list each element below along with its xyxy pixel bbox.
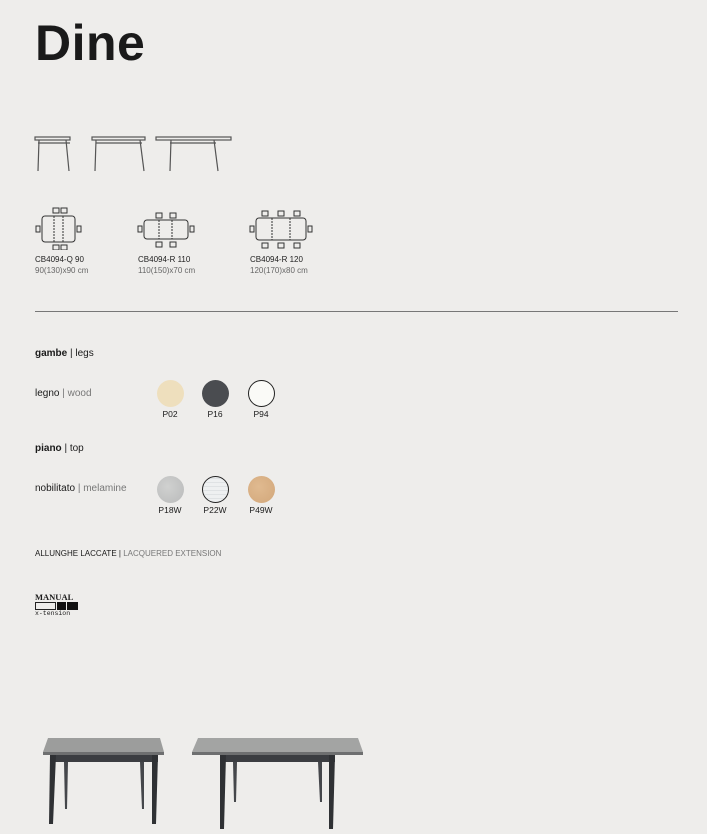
legs-material-it: legno [35, 388, 60, 399]
side-view-extended-1 [92, 137, 145, 171]
top-material-en: melamine [83, 483, 127, 494]
side-view-extended-2 [156, 137, 231, 171]
model-code: CB4094-R 120 [250, 255, 303, 264]
plan-r120 [250, 211, 312, 248]
plan-r110 [138, 213, 194, 247]
swatch-label: P94 [253, 409, 269, 419]
swatch-label: P18W [158, 505, 182, 515]
top-material-it: nobilitato [35, 483, 76, 494]
swatch-p49w[interactable] [248, 476, 275, 503]
legs-material-en: wood [67, 388, 92, 399]
manual-xtension-logo [35, 593, 79, 618]
logo-line2: x-tension [35, 610, 71, 617]
swatch-p02[interactable] [157, 380, 184, 407]
side-view-closed [35, 137, 70, 171]
logo-line1: MANUAL [35, 592, 74, 602]
top-heading-it: piano [35, 443, 62, 454]
plan-q90 [36, 208, 81, 250]
swatch-label: P02 [162, 409, 178, 419]
top-material: nobilitato | melamine [35, 483, 127, 494]
table-photo-closed [43, 738, 164, 824]
swatch-label: P49W [249, 505, 273, 515]
swatch-p94[interactable] [248, 380, 275, 407]
extension-it: ALLUNGHE LACCATE [35, 549, 117, 558]
swatch-label: P16 [207, 409, 223, 419]
model-size: 90(130)x90 cm [35, 266, 89, 275]
top-heading-en: top [69, 443, 84, 454]
extension-note: ALLUNGHE LACCATE | LACQUERED EXTENSION [35, 549, 222, 558]
plan-view-diagrams [34, 206, 324, 250]
table-photo-extended [192, 738, 363, 829]
model-size: 120(170)x80 cm [250, 266, 308, 275]
model-size: 110(150)x70 cm [138, 266, 196, 275]
swatch-p22w[interactable] [202, 476, 229, 503]
top-heading: piano | top [35, 443, 84, 454]
legs-heading-en: legs [75, 348, 94, 359]
swatch-label: P22W [203, 505, 227, 515]
table-photos [40, 734, 370, 834]
page-title: Dine [35, 15, 146, 71]
model-code: CB4094-Q 90 [35, 255, 84, 264]
swatch-p18w[interactable] [157, 476, 184, 503]
side-view-diagrams [34, 135, 234, 175]
legs-material: legno | wood [35, 388, 92, 399]
legs-heading: gambe | legs [35, 348, 94, 359]
extension-en: LACQUERED EXTENSION [123, 549, 222, 558]
swatch-p16[interactable] [202, 380, 229, 407]
model-code: CB4094-R 110 [138, 255, 191, 264]
divider [35, 311, 678, 312]
legs-heading-it: gambe [35, 348, 68, 359]
